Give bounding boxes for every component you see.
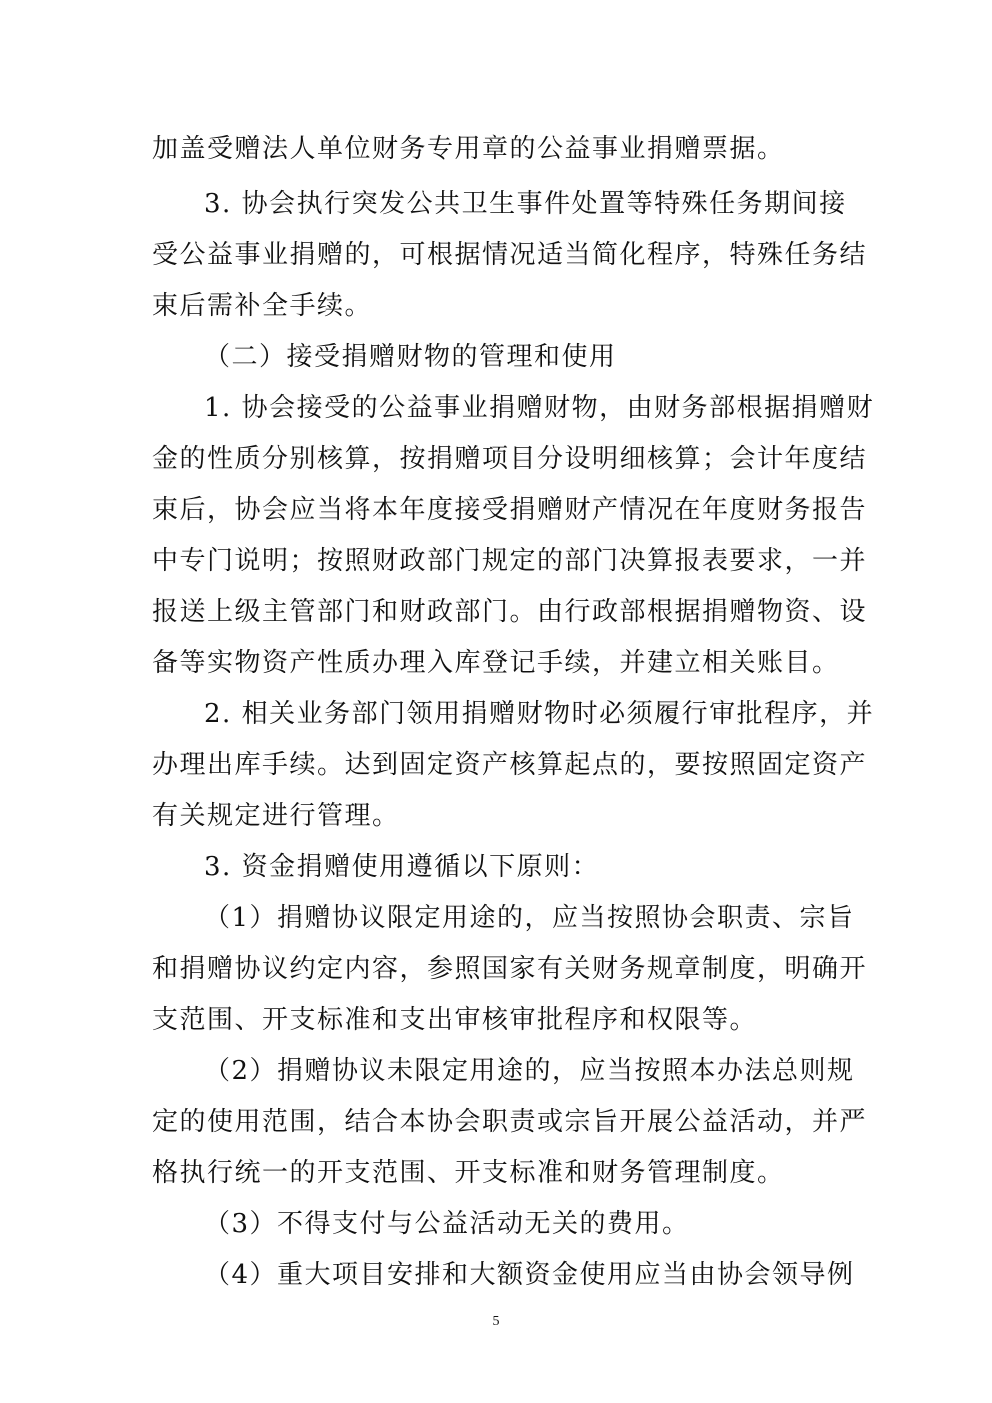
text-line-8: 束后，协会应当将本年度接受捐赠财产情况在年度财务报告 [152,495,868,525]
text-line-4: 束后需补全手续。 [152,291,373,321]
text-line-6: 1. 协会接受的公益事业捐赠财物，由财务部根据捐赠财 [204,393,875,423]
text-line-23: （4）重大项目安排和大额资金使用应当由协会领导例 [204,1260,855,1290]
section-heading: （二）接受捐赠财物的管理和使用 [204,342,617,372]
text-line-10: 报送上级主管部门和财政部门。由行政部根据捐赠物资、设 [152,597,868,627]
text-line-1: 加盖受赠法人单位财务专用章的公益事业捐赠票据。 [152,134,785,164]
text-line-15: 3. 资金捐赠使用遵循以下原则： [204,852,600,882]
text-line-14: 有关规定进行管理。 [152,801,400,831]
text-line-11: 备等实物资产性质办理入库登记手续，并建立相关账目。 [152,648,840,678]
text-line-22: （3）不得支付与公益活动无关的费用。 [204,1209,690,1239]
text-line-17: 和捐赠协议约定内容，参照国家有关财务规章制度，明确开 [152,954,868,984]
text-line-12: 2. 相关业务部门领用捐赠财物时必须履行审批程序，并 [204,699,875,729]
page-number: 5 [492,1314,500,1329]
text-line-2: 3. 协会执行突发公共卫生事件处置等特殊任务期间接 [204,189,847,219]
text-line-18: 支范围、开支标准和支出审核审批程序和权限等。 [152,1005,758,1035]
text-line-20: 定的使用范围，结合本协会职责或宗旨开展公益活动，并严 [152,1107,868,1137]
text-line-13: 办理出库手续。达到固定资产核算起点的，要按照固定资产 [152,750,868,780]
text-line-21: 格执行统一的开支范围、开支标准和财务管理制度。 [152,1158,785,1188]
text-line-9: 中专门说明；按照财政部门规定的部门决算报表要求，一并 [152,546,868,576]
text-line-16: （1）捐赠协议限定用途的，应当按照协会职责、宗旨 [204,903,855,933]
text-line-19: （2）捐赠协议未限定用途的，应当按照本办法总则规 [204,1056,855,1086]
text-line-7: 金的性质分别核算，按捐赠项目分设明细核算；会计年度结 [152,444,868,474]
text-line-3: 受公益事业捐赠的，可根据情况适当简化程序，特殊任务结 [152,240,868,270]
